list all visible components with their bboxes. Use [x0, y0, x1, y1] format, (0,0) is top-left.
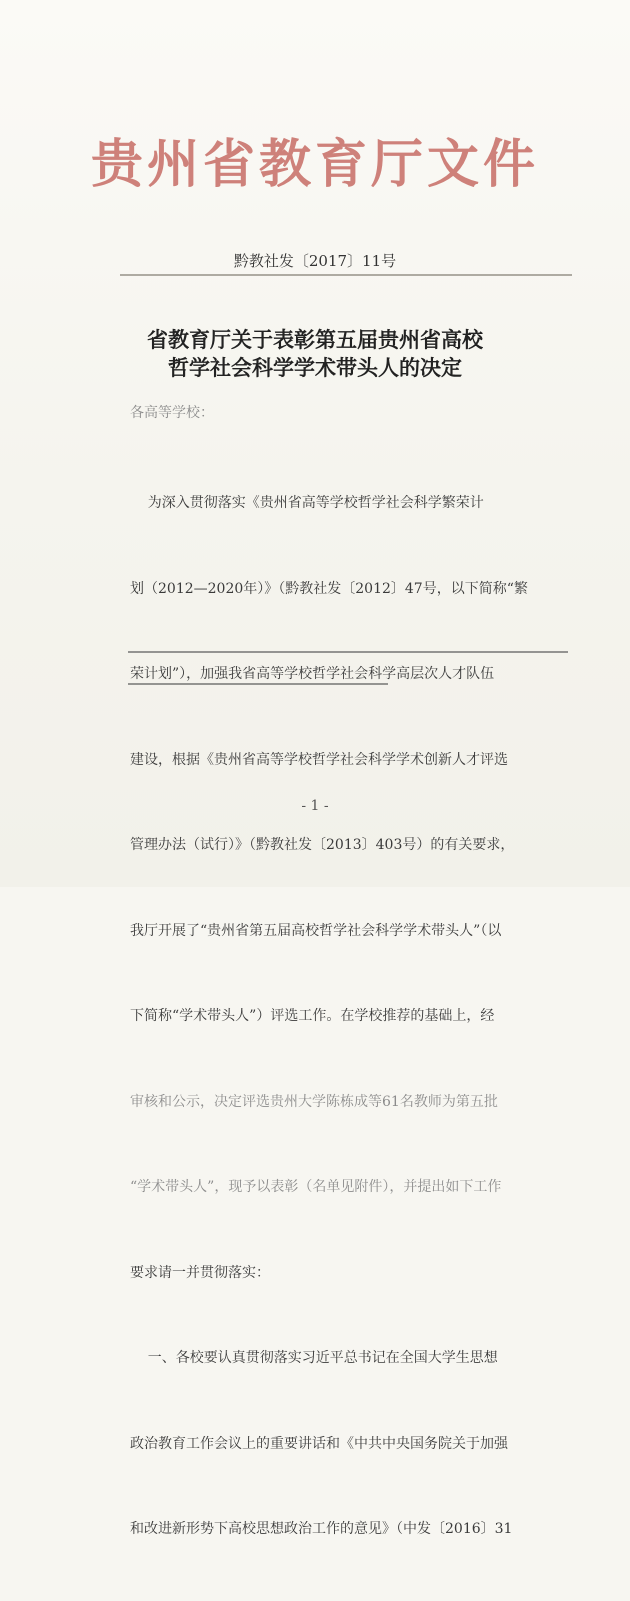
- body-line: 下简称“学术带头人”）评选工作。在学校推荐的基础上，经: [130, 1008, 495, 1024]
- document-title-line: 哲学社会科学学术带头人的决定: [168, 355, 462, 380]
- body-line: 和改进新形势下高校思想政治工作的意见》（中发〔2016〕31: [130, 1521, 513, 1537]
- handwritten-underline: [128, 683, 388, 685]
- body-line: 划（2012—2020年）》（黔教社发〔2012〕47号，以下简称“繁: [130, 580, 528, 597]
- document-title: [0, 326, 630, 382]
- body-line: 一、各校要认真贯彻落实习近平总书记在全国大学生思想: [130, 1350, 498, 1366]
- body-line: 荣计划”），加强我省高等学校哲学社会科学高层次人才队伍: [130, 666, 495, 682]
- header-divider: [120, 274, 572, 276]
- body-line: 建设，根据《贵州省高等学校哲学社会科学学术创新人才评选: [130, 751, 508, 768]
- document-number: 黔教社发〔2017〕11号: [233, 252, 397, 270]
- body-line: 政治教育工作会议上的重要讲话和《中共中央国务院关于加强: [130, 1435, 508, 1452]
- body-line: 要求请一并贯彻落实：: [130, 1264, 270, 1281]
- body-line: 我厅开展了“贵州省第五届高校哲学社会科学学术带头人”（以: [130, 922, 502, 939]
- body-line: 为深入贯彻落实《贵州省高等学校哲学社会科学繁荣计: [130, 495, 484, 511]
- document-title-line: 省教育厅关于表彰第五届贵州省高校: [147, 327, 483, 352]
- body-line: 管理办法（试行）》（黔教社发〔2013〕403号）的有关要求，: [130, 837, 515, 853]
- document-body: [130, 432, 570, 1601]
- addressee: 各高等学校：: [130, 405, 214, 421]
- document-header-title: 贵州省教育厅文件: [90, 134, 539, 195]
- body-line: “学术带头人”，现予以表彰（名单见附件），并提出如下工作: [130, 1179, 502, 1195]
- handwritten-underline: [128, 651, 568, 653]
- body-line: 审核和公示，决定评选贵州大学陈栋成等61名教师为第五批: [130, 1093, 498, 1110]
- page-number: - 1 -: [301, 798, 329, 814]
